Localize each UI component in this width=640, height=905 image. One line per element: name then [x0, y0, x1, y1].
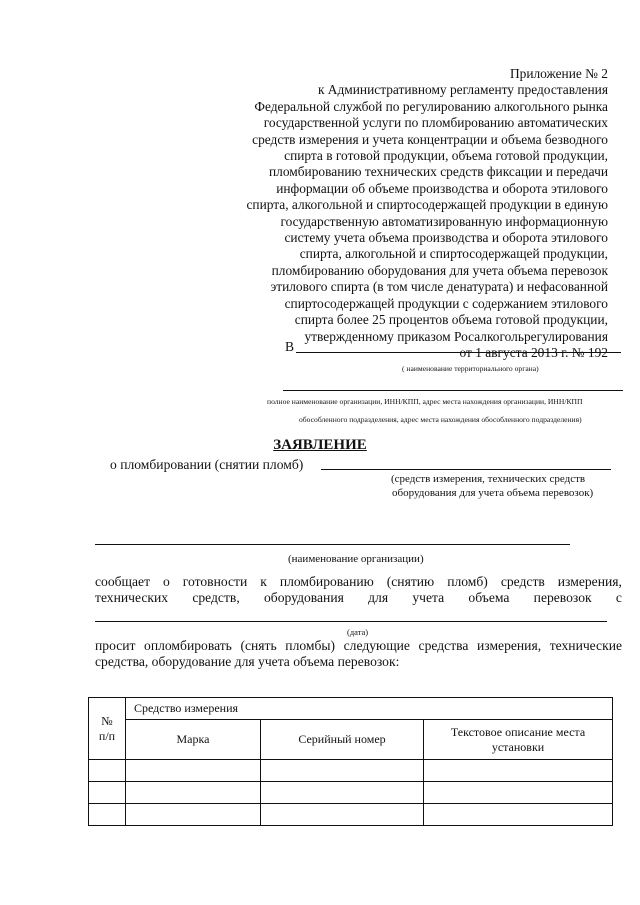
word: для [368, 590, 389, 605]
word: учета [412, 590, 445, 605]
appendix-line: пломбированию технических средств фиксации и передачи [268, 164, 608, 180]
word: о [163, 574, 170, 589]
word: объема [468, 590, 510, 605]
table-cell[interactable] [126, 760, 261, 782]
table-cell[interactable] [261, 804, 424, 826]
appendix-line: спиртосодержащей продукции с содержанием этилового [284, 295, 608, 311]
measurement-table [88, 697, 613, 826]
brand-column-header: Марка [126, 720, 261, 760]
appendix-line: утвержденному приказом Росалкогольрегулирования [304, 328, 608, 344]
serial-number-column-header: Серийный номер [261, 720, 424, 760]
paragraph-2-line-1: просит опломбировать (снять пломбы) следующие средства измерения, технические [95, 638, 622, 653]
appendix-line: спирта в готовой продукции, объема готовой продукции, [284, 148, 608, 164]
word: (снятию [386, 574, 435, 589]
table-row [89, 760, 613, 782]
addressee-fill-line[interactable] [296, 352, 621, 353]
appendix-line: спирта, алкогольной и спиртосодержащей продукции, [299, 246, 608, 262]
statement-subtitle: о пломбировании (снятии пломб) [110, 457, 304, 472]
appendix-line: информации об объеме производства и оборота этилового [276, 180, 608, 196]
paragraph-1-line-1 [95, 574, 622, 590]
appendix-header [195, 66, 608, 361]
table-cell[interactable] [424, 804, 613, 826]
word: пломб) [447, 574, 488, 589]
addressee-prefix: В [285, 339, 295, 354]
territorial-organ-hint: ( наименование территориального органа) [402, 364, 539, 373]
table-subheader-row [89, 720, 613, 760]
word: перевозок [533, 590, 592, 605]
appendix-line: Федеральной службой по регулированию алкогольного рынка [254, 98, 608, 114]
appendix-line: государственную автоматизированную информационную [280, 213, 608, 229]
word: пломбированию [279, 574, 374, 589]
word: с [615, 590, 622, 605]
appendix-line: систему учета объема производства и оборота этилового [284, 230, 608, 246]
table-cell[interactable] [126, 804, 261, 826]
subtitle-fill-line[interactable] [321, 469, 611, 470]
table-header-row [89, 698, 613, 720]
installation-description-column-header: Текстовое описание места установки [424, 720, 613, 760]
table-cell[interactable] [261, 760, 424, 782]
appendix-line: пломбированию оборудования для учета объема перевозок [271, 262, 608, 278]
table-cell[interactable] [424, 782, 613, 804]
table-cell[interactable] [261, 782, 424, 804]
word: готовности [182, 574, 248, 589]
subtitle-hint-2: оборудования для учета объема перевозок) [392, 487, 594, 499]
appendix-line: к Административному регламенту предоставления [317, 82, 608, 98]
table-row [89, 782, 613, 804]
paragraph-2-line-2: средства, оборудование для учета объема перевозок: [95, 654, 400, 669]
statement-title: ЗАЯВЛЕНИЕ [273, 437, 367, 453]
word: измерения, [557, 574, 622, 589]
appendix-line: этилового спирта (в том числе денатурата) и нефасованной [270, 279, 608, 295]
appendix-line: от 1 августа 2013 г. № 192 [459, 344, 608, 360]
word: средств [500, 574, 545, 589]
appendix-line: средств измерения и учета концентрации и объема безводного [252, 131, 608, 147]
measuring-device-group-header: Средство измерения [126, 698, 613, 720]
date-hint: (дата) [347, 627, 369, 637]
appendix-line: спирта более 25 процентов объема готовой продукции, [294, 312, 608, 328]
appendix-line: спирта, алкогольной и спиртосодержащей продукции в единую [246, 197, 608, 213]
org-name-hint: (наименование организации) [288, 553, 424, 565]
date-fill-line[interactable] [95, 621, 607, 622]
table-cell[interactable] [424, 760, 613, 782]
word: сообщает [95, 574, 151, 589]
org-name-fill-line[interactable] [95, 544, 570, 545]
word: технических [95, 590, 169, 605]
subtitle-hint-1: (средств измерения, технических средств [391, 473, 586, 485]
organization-fill-line[interactable] [283, 390, 623, 391]
word: средств, [192, 590, 240, 605]
organization-hint-2: обособленного подразделения, адрес места нахождения обособленного подразделения) [299, 415, 582, 424]
word: к [260, 574, 267, 589]
word: оборудования [264, 590, 344, 605]
number-column-header: № п/п [89, 698, 126, 760]
table-cell[interactable] [89, 782, 126, 804]
paragraph-1-line-2 [95, 590, 622, 606]
appendix-line: государственной услуги по пломбированию автоматических [263, 115, 608, 131]
organization-hint-1: полное наименование организации, ИНН/КПП, адрес места нахождения организации, ИНН/КПП [267, 397, 583, 406]
appendix-line: Приложение № 2 [509, 66, 608, 81]
table-cell[interactable] [89, 760, 126, 782]
table-cell[interactable] [126, 782, 261, 804]
table-row [89, 804, 613, 826]
table-cell[interactable] [89, 804, 126, 826]
